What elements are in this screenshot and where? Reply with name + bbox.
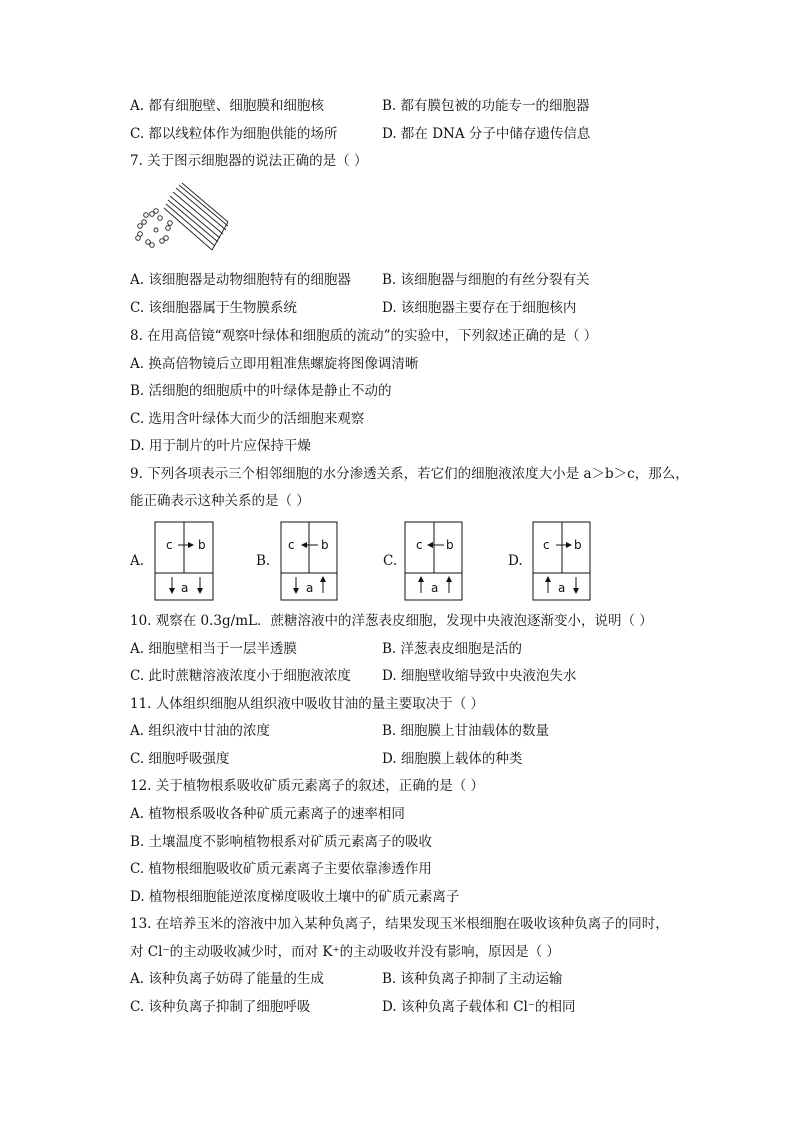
q13-stem-line1: 13. 在培养玉米的溶液中加入某种负离子，结果发现玉米根细胞在吸收该种负离子的同时， <box>130 916 669 932</box>
q7-option-c: C. 该细胞器属于生物膜系统 <box>130 300 297 316</box>
q6-option-b: B. 都有膜包被的功能专一的细胞器 <box>382 98 590 114</box>
q11-stem: 11. 人体组织细胞从组织液中吸收甘油的量主要取决于（ ） <box>130 696 485 712</box>
q10-option-a: A. 细胞壁相当于一层半透膜 <box>130 641 297 657</box>
q12-option-b: B. 土壤温度不影响植物根系对矿质元素离子的吸收 <box>130 834 433 850</box>
q11-option-a: A. 组织液中甘油的浓度 <box>130 723 270 739</box>
q9-a-cell-b: b <box>198 538 206 552</box>
q9-d-cell-b: b <box>574 538 582 552</box>
q9-b-cell-a: a <box>306 581 314 595</box>
q9-c-cell-b: b <box>446 538 454 552</box>
q9-b-cell-b: b <box>321 538 329 552</box>
q12-option-d: D. 植物根细胞能逆浓度梯度吸收土壤中的矿质元素离子 <box>130 889 460 905</box>
q9-c-cell-a: a <box>431 581 439 595</box>
q11-option-d: D. 细胞膜上载体的种类 <box>382 751 523 767</box>
q9-d-cell-c: c <box>543 538 550 552</box>
q8-option-c: C. 选用含叶绿体大而少的活细胞来观察 <box>130 411 365 427</box>
q13-option-b: B. 该种负离子抑制了主动运输 <box>382 971 563 987</box>
q9-a-cell-a: a <box>181 581 189 595</box>
q7-option-b: B. 该细胞器与细胞的有丝分裂有关 <box>382 272 590 288</box>
q13-option-c: C. 该种负离子抑制了细胞呼吸 <box>130 999 311 1015</box>
q8-stem: 8. 在用高倍镜“观察叶绿体和细胞质的流动”的实验中，下列叙述正确的是（ ） <box>130 328 598 344</box>
q10-option-c: C. 此时蔗糖溶液浓度小于细胞液浓度 <box>130 668 351 684</box>
q13-option-a: A. 该种负离子妨碍了能量的生成 <box>130 971 324 987</box>
q11-option-b: B. 细胞膜上甘油载体的数量 <box>382 723 550 739</box>
q13-stem-line2: 对 Cl⁻的主动吸收减少时，而对 K⁺的主动吸收并没有影响，原因是（ ） <box>130 944 560 960</box>
q11-option-c: C. 细胞呼吸强度 <box>130 751 230 767</box>
q7-option-d: D. 该细胞器主要存在于细胞核内 <box>382 300 577 316</box>
q10-option-b: B. 洋葱表皮细胞是活的 <box>382 641 523 657</box>
q9-d-cell-a: a <box>558 581 566 595</box>
q6-option-a: A. 都有细胞壁、细胞膜和细胞核 <box>130 98 324 114</box>
q7-stem: 7. 关于图示细胞器的说法正确的是（ ） <box>130 153 368 169</box>
q9-stem-line1: 9. 下列各项表示三个相邻细胞的水分渗透关系，若它们的细胞液浓度大小是 a＞b＞c，那么， <box>130 466 689 482</box>
q9-c-cell-c: c <box>416 538 423 552</box>
centriole-figure <box>130 178 230 258</box>
q9-stem-line2: 能正确表示这种关系的是（ ） <box>130 493 310 509</box>
q9-label-c: C. <box>383 553 398 569</box>
q9-label-b: B. <box>256 553 271 569</box>
q10-option-d: D. 细胞壁收缩导致中央液泡失水 <box>382 668 577 684</box>
q10-stem: 10. 观察在 0.3g/mL．蔗糖溶液中的洋葱表皮细胞，发现中央液泡逐渐变小，说明（ ） <box>130 613 653 629</box>
q12-option-c: C. 植物根细胞吸收矿质元素离子主要依靠渗透作用 <box>130 861 432 877</box>
q12-option-a: A. 植物根系吸收各种矿质元素离子的速率相同 <box>130 806 405 822</box>
q13-option-d: D. 该种负离子载体和 Cl⁻的相同 <box>382 999 576 1015</box>
q6-option-d: D. 都在 DNA 分子中储存遗传信息 <box>382 126 591 142</box>
q9-label-d: D. <box>508 553 523 569</box>
q9-b-cell-c: c <box>288 538 295 552</box>
q12-stem: 12. 关于植物根系吸收矿质元素离子的叙述，正确的是（ ） <box>130 778 485 794</box>
q6-option-c: C. 都以线粒体作为细胞供能的场所 <box>130 126 338 142</box>
q8-option-b: B. 活细胞的细胞质中的叶绿体是静止不动的 <box>130 383 392 399</box>
q7-option-a: A. 该细胞器是动物细胞特有的细胞器 <box>130 272 351 288</box>
q8-option-a: A. 换高倍物镜后立即用粗准焦螺旋将图像调清晰 <box>130 356 419 372</box>
q8-option-d: D. 用于制片的叶片应保持干燥 <box>130 438 311 454</box>
q9-diagrams <box>0 517 794 617</box>
q9-a-cell-c: c <box>166 538 173 552</box>
q9-label-a: A. <box>130 553 145 569</box>
